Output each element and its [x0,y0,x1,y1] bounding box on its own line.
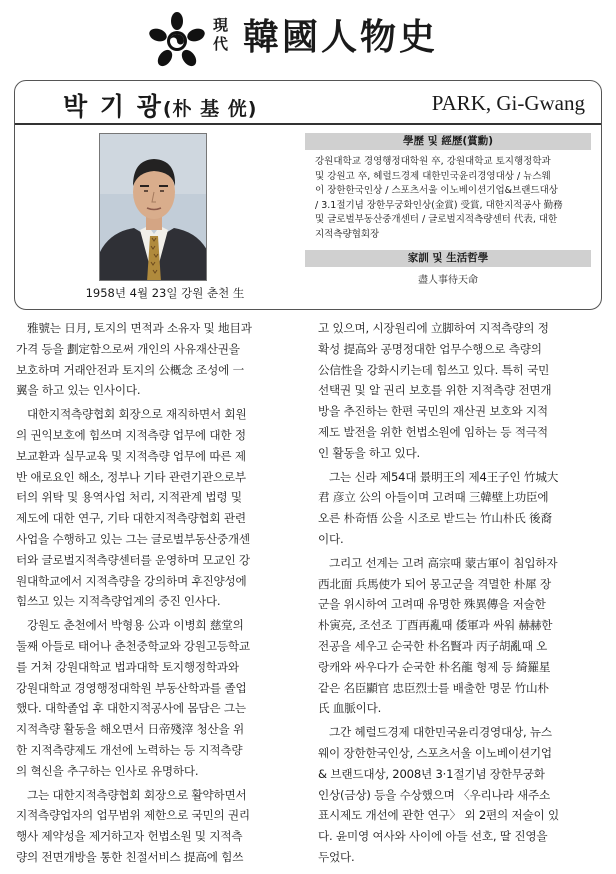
article-column-left [16,318,301,868]
article-line: 행사 제약성을 제거하고자 헌법소원 및 지적측 [16,829,243,844]
article-paragraph [16,318,301,401]
article-paragraph [318,722,603,868]
article-line: 웨이 장한한국인상, 스포츠서울 이노베이션기업 [318,745,552,760]
article-line: 그는 대한지적측량협회 회장으로 활약하면서 [27,787,247,802]
article-line: 강원도 춘천에서 박형용 公과 이병희 慈堂의 [27,618,244,633]
career-panel [305,133,591,286]
article-line: 西北面 兵馬使가 되어 몽고군을 격멸한 朴犀 장 [318,576,552,591]
article-line: 두었다. [318,849,355,864]
article-line: 君 彦立 公의 아들이며 고려때 三韓壁上功臣에 [318,490,549,505]
portrait-photo [99,133,207,281]
article-line: & 브랜드대상, 2008년 3·1절기념 장한무궁화 [318,766,545,781]
profile-card [14,80,602,310]
article-line: 둘째 아들로 태어나 춘천중학교와 강원고등학교 [16,638,250,653]
article-line: 터와 글로벌지적측량센터를 운영하며 모교인 강 [16,552,250,567]
article-paragraph [318,553,603,719]
article-line: 를 거쳐 강원대학교 법과대학 토지행정학과와 [16,659,239,674]
article-paragraph [318,318,603,464]
article-line: 보교환과 실무교육 및 지적측량 업무에 따른 제 [16,448,246,463]
motto-heading: 家訓 및 生活哲學 [305,250,591,267]
article-paragraph [318,467,603,550]
article-paragraph [16,785,301,868]
article-line: 제도에 대한 연구, 기타 대한지적측량협회 관련 [16,511,246,526]
article-line: 인상(금상) 등을 수상했으며 〈우리나라 새주소 [318,787,550,802]
article-line: 의 권익보호에 힘쓰며 지적측량 업무에 대한 정 [16,427,246,442]
birth-info: 1958년 4월 23일 강원 춘천 生 [85,286,245,300]
article-line: 朴寅亮, 조선조 丁酉再亂때 倭軍과 싸워 赫赫한 [318,618,553,633]
article-line: 선택권 및 알 권리 보호를 위한 지적측량 전면개 [318,383,552,398]
masthead [0,0,616,72]
article-line: 원대학교에서 지적측량을 강의하며 후진양성에 [16,573,247,588]
article-line: 같은 名臣顯官 忠臣烈士를 배출한 명문 竹山朴 [318,680,549,695]
profile-header [15,81,601,125]
article-line: 량의 전면개방을 통한 친절서비스 提高에 힘쓰 [16,849,244,864]
article-line: 고 있으며, 시장원리에 立脚하여 지적측량의 정 [318,321,549,335]
portrait-image [100,134,207,281]
article-line: 그리고 선계는 고려 高宗때 蒙古軍이 침입하자 [329,555,558,570]
emblem-icon [148,12,206,70]
article-paragraph [16,615,301,781]
article-paragraph [16,404,301,612]
article-line: 랑캐와 싸우다가 순국한 朴名龍 형제 등 綺羅星 [318,659,551,674]
career-line: 이 장한한국인상 / 스포츠서울 이노베이션기업&브랜드대상 [315,185,558,197]
name-hangul: 박 기 광 [63,92,163,121]
article-line: 오른 朴奇悟 公을 시조로 받드는 竹山朴氏 後裔 [318,511,552,526]
article-line: 터의 위탁 및 용역사업 처리, 지적관계 법령 및 [16,490,242,505]
name-english: PARK, Gi-Gwang [431,91,585,115]
article-line: 그간 헤럴드경제 대한민국윤리경영대상, 뉴스 [329,725,552,740]
career-list [305,155,591,243]
career-line: 및 강원고 卒, 헤럴드경제 대한민국윤리경영대상 / 뉴스웨 [315,170,551,182]
article-line: 雅號는 日月, 토지의 면적과 소유자 및 地目과 [27,321,252,335]
article-line: 전공을 세우고 순국한 朴名賢과 丙子胡亂때 오 [318,638,548,653]
article-line: 지적측량업자의 업무범위 제한으로 국민의 권리 [16,808,250,823]
article-line: 대한지적측량협회 회장으로 재직하면서 회원 [27,407,247,422]
article-line: 公信性을 강화시키는데 힘쓰고 있다. 특히 국민 [318,362,550,377]
motto-text: 盡人事待天命 [418,274,478,286]
article-line: 반 애로요인 해소, 정부나 기타 관련기관으로부 [16,469,246,484]
article-line: 군을 위시하여 고려때 유명한 殊異傳을 저술한 [318,597,546,612]
article-line: 지적측량 활동을 해오면서 日帝殘滓 청산을 위 [16,722,244,737]
masthead-title: 韓國人物史 [243,16,439,58]
career-heading: 學歷 및 經歷(賞勳) [305,133,591,150]
career-line: / 3.1절기념 장한무궁화인상(金賞) 受賞, 대한지적공사 勤務 [315,199,563,211]
article-line: 한 지적측량제도 개선에 노력하는 등 지적측량 [16,742,243,757]
article-line: 이다. [318,531,344,546]
article-line: 사업을 수행하고 있는 그는 글로벌부동산중개센 [16,531,250,546]
article-line: 방을 추진하는 한편 국민의 재산권 보호와 지적 [318,404,548,419]
article-line: 보호하며 거래안전과 토지의 公概念 조성에 一 [16,362,244,377]
article-line: 氏 血脈이다. [318,701,382,716]
career-line: 및 글로벌부동산중개센터 / 글로벌지적측량센터 代表, 대한 [315,214,558,226]
name-korean [63,87,257,123]
article-line: 그는 신라 제54대 景明王의 제4王子인 竹城大 [329,469,559,484]
article-column-right [318,318,603,868]
masthead-subtitle: 現代 [213,16,229,53]
article-line: 힘쓰고 있는 지적측량업계의 중진 인사다. [16,594,221,609]
article-line: 다. 윤미영 여사와 사이에 아들 선호, 딸 진영을 [318,829,548,844]
article-line: 가격 등을 劃定함으로써 개인의 사유재산권을 [16,341,240,356]
article-line: 강원대학교 경영행정대학원 부동산학과를 졸업 [16,680,247,695]
career-line: 지적측량협회장 [315,228,380,240]
article-line: 翼을 하고 있는 인사이다. [16,383,141,398]
article-line: 표시제도 개선에 관한 연구〉 외 2편의 저술이 있 [318,808,559,823]
article-line: 인 활동을 하고 있다. [318,445,420,460]
career-line: 강원대학교 경영행정대학원 卒, 강원대학교 토지행정학과 [315,156,551,167]
name-hanja: (朴 基 侊) [162,98,258,120]
article-line: 확성 提高와 공명정대한 업무수행으로 측량의 [318,341,542,356]
article-line: 제도 발전을 위한 헌법소원에 임하는 등 적극적 [318,424,548,439]
article-line: 했다. 대학졸업 후 대한지적공사에 몸담은 그는 [16,701,246,716]
article-line: 의 혁신을 추구하는 인사로 유명하다. [16,763,199,778]
article-body [14,318,602,868]
